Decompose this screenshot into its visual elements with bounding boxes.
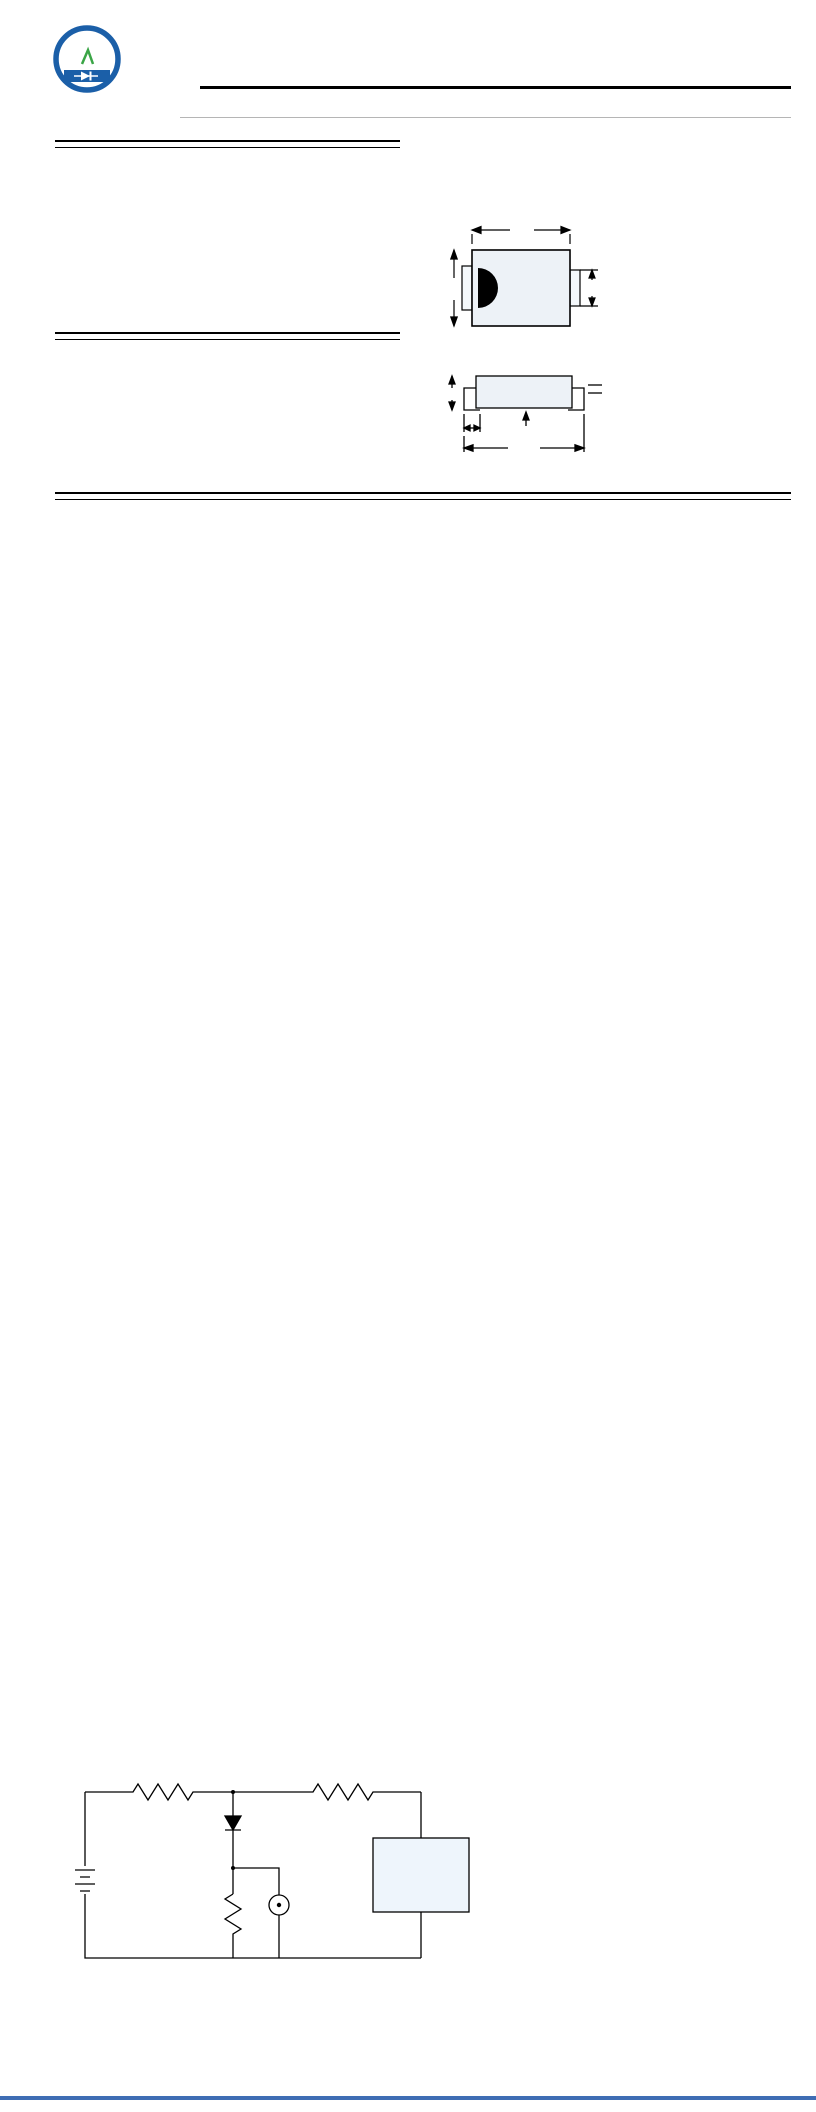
features-section: [55, 140, 400, 156]
mechanical-section: [55, 332, 400, 348]
footer-accent-bar: [0, 2096, 816, 2100]
package-side-view-drawing: [442, 348, 612, 468]
ratings-title-row: [55, 492, 791, 500]
package-top-view-drawing: [442, 220, 612, 345]
mechanical-title: [55, 332, 400, 340]
subtitle-divider: [180, 117, 791, 118]
company-logo-icon: [52, 24, 122, 94]
test-circuit-diagram: [55, 1772, 475, 1972]
ratings-section: [55, 492, 791, 500]
features-title: [55, 140, 400, 148]
device-under-test-diode-icon: [225, 1816, 241, 1830]
logo-green-accent: [82, 50, 93, 64]
header-divider: [200, 86, 791, 89]
